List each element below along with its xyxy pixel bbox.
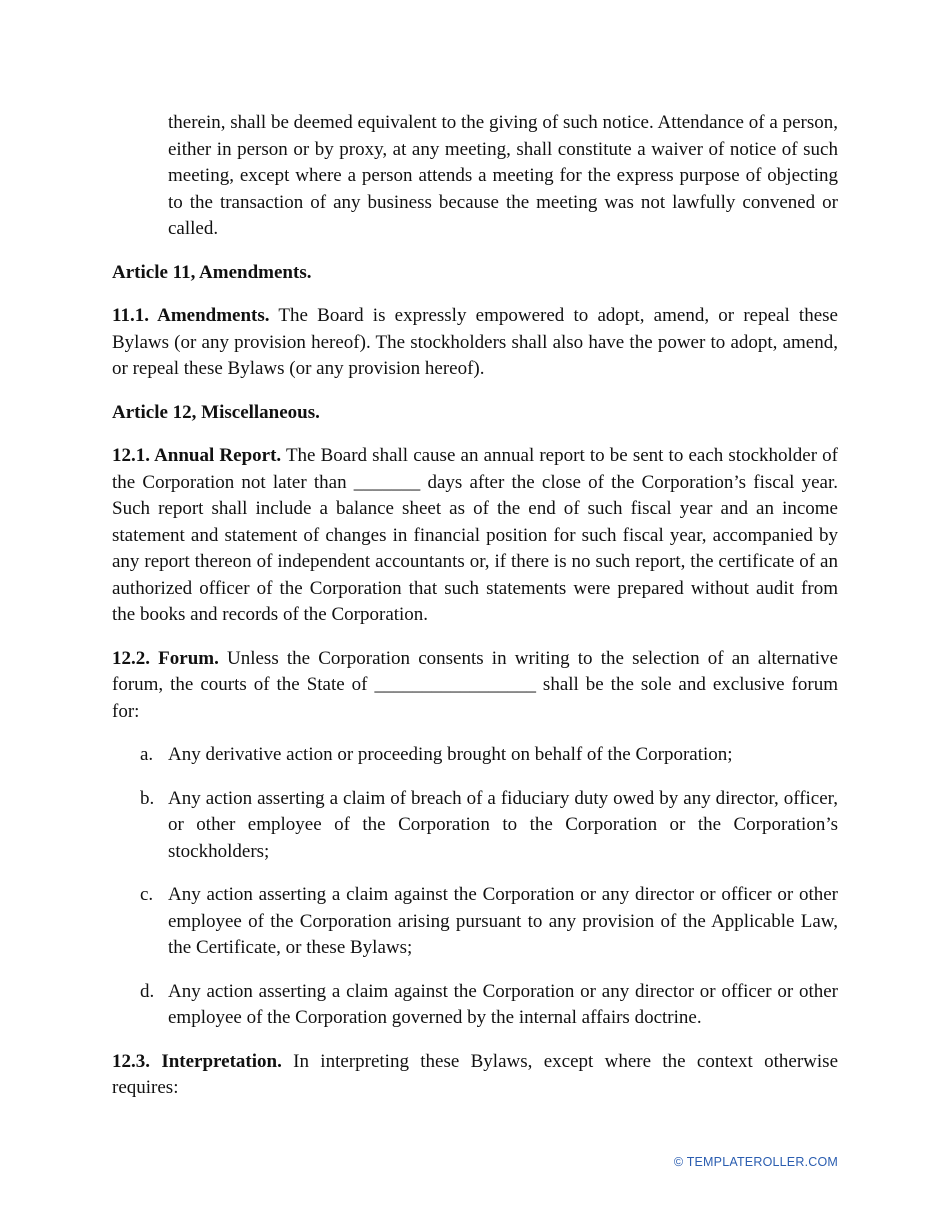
section-11-1 [112,303,838,383]
section-12-3-label: 12.3. Interpretation. [112,1050,282,1072]
continuation-paragraph: therein, shall be deemed equivalent to the giving of such notice. Attendance of a person, either in person or by proxy, at any meeting, shall constitute a waiver of notice of such meeting, except where a person attends a meeting for the express purpose of objecting to the transaction of any business because the meeting was not lawfully convened or called. [168,112,838,239]
list-item-text: Any action asserting a claim against the Corporation or any director or officer or other employee of the Corporation governed by the internal affairs doctrine. [168,980,838,1028]
list-item-text: Any action asserting a claim against the Corporation or any director or officer or other employee of the Corporation arising pursuant to any provision of the Applicable Law, the Certificate, or these Bylaws; [168,884,838,958]
list-item-text: Any action asserting a claim of breach of a fiduciary duty owed by any director, officer, or other employee of the Corporation to the Corporation or the Corporation’s stockholders; [168,787,838,862]
section-12-1-label: 12.1. Annual Report. [112,445,282,466]
section-11-1-text: The Board is expressly empowered to adopt, amend, or repeal these Bylaws (or any provision hereof). The stockholders shall also have the power to adopt, amend, or repeal these Bylaws (or any provision hereof). [112,305,838,379]
list-item [112,979,838,1032]
list-marker: a. [140,744,154,765]
section-12-2-text: Unless the Corporation consents in writing to the selection of an alternative forum, the courts of the State of _________________ shall be the sole and exclusive forum for: [112,647,838,722]
article-11-heading: Article 11, Amendments. [112,261,312,283]
section-11-1-label: 11.1. Amendments. [112,305,270,326]
section-12-2-label: 12.2. Forum. [112,647,219,669]
document-page [112,110,838,1102]
article-12-heading: Article 12, Miscellaneous. [112,401,320,423]
list-marker: d. [140,980,155,1002]
section-12-2 [112,646,838,726]
list-item [112,882,838,962]
section-12-3 [112,1049,838,1102]
copyright-icon: © [673,1155,684,1169]
list-item [112,786,838,866]
footer-link-text: TEMPLATEROLLER.COM [686,1155,838,1169]
section-12-1-text: The Board shall cause an annual report to be sent to each stockholder of the Corporation not later than _______ days after the close of the Corporation’s fiscal year. Such report shall include a balance sheet as of the end of such fiscal year and an income statement and statement of changes in financial position for such fiscal year, accompanied by any report thereon of independent accountants or, if there is no such report, the certificate of an authorized officer of the Corporation that such statements were prepared without audit from the books and records of the Corporation. [112,445,838,625]
list-marker: b. [140,787,155,809]
templateroller-link[interactable] [674,1155,838,1169]
list-item-text: Any derivative action or proceeding brought on behalf of the Corporation; [168,744,733,765]
list-item [112,742,838,769]
list-marker: c. [140,884,154,905]
section-12-3-text: In interpreting these Bylaws, except where the context otherwise requires: [112,1050,838,1098]
section-12-1 [112,443,838,629]
